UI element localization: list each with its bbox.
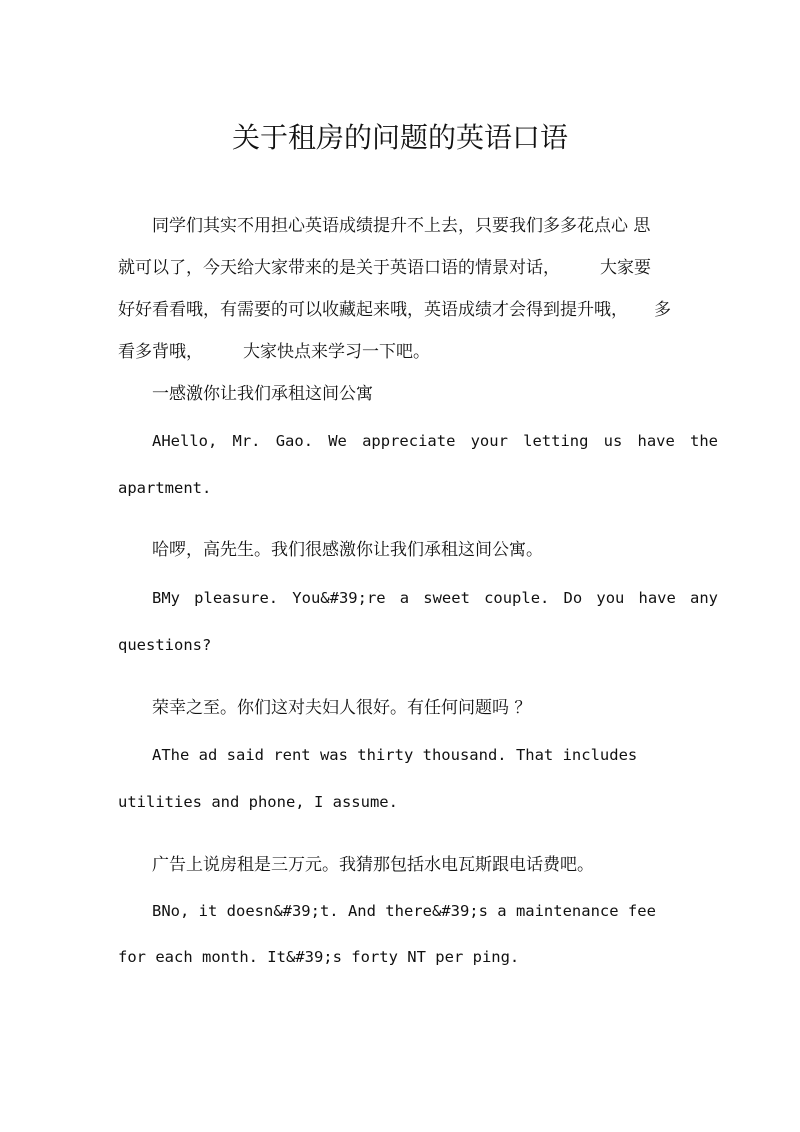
dialogue-1-en-line-2: apartment. <box>118 479 212 497</box>
dialogue-4-en-line-2: for each month. It&#39;s forty NT per ping. <box>118 948 520 966</box>
dialogue-3-en-line-1: AThe ad said rent was thirty thousand. That includes <box>152 746 638 764</box>
dialogue-2-en-line-1: BMy pleasure. You&#39;re a sweet couple. Do you have any <box>152 589 718 607</box>
intro-line-3-tail: 多 <box>654 300 671 320</box>
dialogue-4-en-line-1: BNo, it doesn&#39;t. And there&#39;s a maintenance fee <box>152 902 656 920</box>
dialogue-1-cn: 哈啰，高先生。我们很感激你让我们承租这间公寓。 <box>152 540 543 560</box>
intro-line-2 <box>118 248 684 288</box>
intro-line-4 <box>118 332 684 372</box>
dialogue-2-cn: 荣幸之至。你们这对夫妇人很好。有任何问题吗 ？ <box>152 698 532 718</box>
dialogue-2-en-line-2: questions? <box>118 636 212 654</box>
intro-line-2-text: 就可以了，今天给大家带来的是关于英语口语的情景对话， <box>118 258 560 278</box>
intro-line-1: 同学们其实不用担心英语成绩提升不上去，只要我们多多花点心 思 <box>152 216 651 236</box>
section-heading: 一感激你让我们承租这间公寓 <box>152 384 373 404</box>
dialogue-3-en-line-2: utilities and phone, I assume. <box>118 793 398 811</box>
intro-line-2-tail: 大家要 <box>600 258 651 278</box>
dialogue-1-en-line-1: AHello, Mr. Gao. We appreciate your letting us have the <box>152 432 718 450</box>
intro-line-3 <box>118 290 684 330</box>
intro-line-4-tail: 大家快点来学习一下吧。 <box>243 342 430 362</box>
document-title: 关于租房的问题的英语口语 <box>231 121 568 154</box>
intro-line-4-text: 看多背哦， <box>118 342 203 362</box>
dialogue-3-cn: 广告上说房租是三万元。我猜那包括水电瓦斯跟电话费吧。 <box>152 855 594 875</box>
intro-line-3-text: 好好看看哦，有需要的可以收藏起来哦，英语成绩才会得到提升哦， <box>118 300 628 320</box>
